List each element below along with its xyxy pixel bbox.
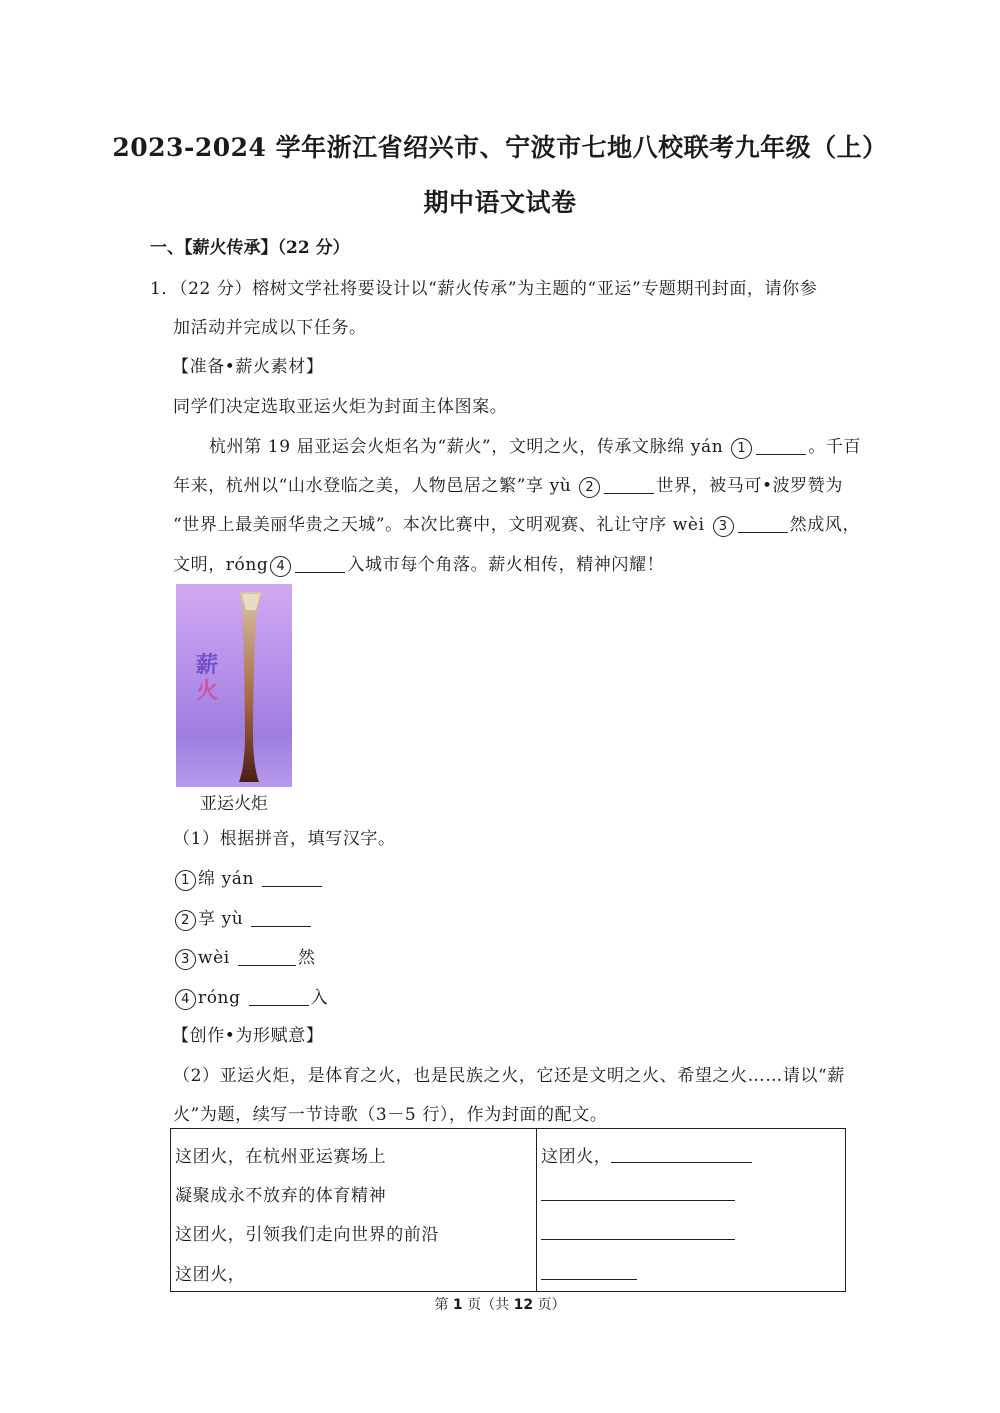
torch-logo-char-1: 薪 (196, 653, 219, 678)
poem-line-2: 凝聚成永不放弃的体育精神 (175, 1186, 387, 1206)
create-heading: 【创作•为形赋意】 (172, 1026, 324, 1046)
question1-intro-cont: 加活动并完成以下任务。 (173, 318, 367, 338)
item-number-1: 1 (175, 870, 196, 891)
para-line-2: 年来，杭州以“山水登临之美，人物邑居之繁”享 yù 2 世界，被马可•波罗赞为 (173, 476, 843, 496)
sub2-prompt: （2）亚运火炬，是体育之火，也是民族之火，它还是文明之火、希望之火……请以“薪 (173, 1066, 845, 1086)
sub1-item-2[interactable]: 2 享 yù (173, 904, 313, 931)
question1-intro: 1．（22 分）榕树文学社将要设计以“薪火传承”为主题的“亚运”专题期刊封面，请你参 (150, 279, 818, 299)
poem-answer-line-2[interactable] (541, 1183, 735, 1201)
poem-example-cell (171, 1129, 537, 1292)
poem-table (170, 1128, 846, 1292)
answer-blank-1[interactable] (262, 868, 322, 887)
prep-text: 同学们决定选取亚运火炬为封面主体图案。 (173, 397, 508, 417)
prep-heading: 【准备•薪火素材】 (172, 357, 324, 377)
poem-answer-start: 这团火， (541, 1147, 612, 1167)
page-total: 12 (513, 1297, 534, 1313)
poem-answer-line-4[interactable] (541, 1262, 637, 1280)
blank-2 (604, 475, 654, 494)
item-number-4: 4 (175, 989, 196, 1010)
poem-line-3: 这团火，引领我们走向世界的前沿 (175, 1225, 439, 1245)
para-line-1: 杭州第 19 届亚运会火炬名为“薪火”，文明之火，传承文脉绵 yán 1 。千百 (209, 437, 862, 457)
sub1-prompt: （1）根据拼音，填写汉字。 (173, 829, 396, 849)
para-line-3: “世界上最美丽华贵之天城”。本次比赛中，文明观赛、礼让守序 wèi 3 然成风， (173, 515, 861, 535)
exam-title-line2: 期中语文试卷 (423, 188, 577, 217)
poem-answer-line-3[interactable] (541, 1222, 735, 1240)
item-number-2: 2 (175, 910, 196, 931)
sub1-item-1[interactable]: 1 绵 yán (173, 864, 324, 891)
blank-number-3: 3 (713, 516, 734, 537)
torch-logo-char-2: 火 (196, 679, 219, 704)
poem-line-1: 这团火，在杭州亚运赛场上 (175, 1147, 387, 1167)
answer-blank-2[interactable] (251, 908, 311, 927)
blank-number-4: 4 (270, 556, 291, 577)
blank-4 (295, 554, 345, 573)
image-caption: 亚运火炬 (200, 794, 268, 814)
answer-blank-4[interactable] (249, 987, 309, 1006)
poem-answer-cell[interactable] (537, 1129, 846, 1292)
torch-icon (176, 584, 292, 787)
torch-image (176, 584, 292, 787)
sub2-prompt-cont: 火”为题，续写一节诗歌（3－5 行），作为封面的配文。 (173, 1105, 608, 1125)
blank-1 (756, 436, 806, 455)
exam-title-line1: 2023-2024 学年浙江省绍兴市、宁波市七地八校联考九年级（上） (112, 133, 888, 162)
blank-number-1: 1 (731, 438, 752, 459)
page-footer: 第 1 页（共 12 页） (434, 1297, 566, 1313)
item-number-3: 3 (175, 949, 196, 970)
sub1-item-4[interactable]: 4 róng 入 (173, 983, 328, 1010)
para-line-4: 文明，róng 4 入城市每个角落。薪火相传，精神闪耀！ (173, 555, 665, 575)
page-number: 1 (452, 1297, 463, 1313)
poem-line-4: 这团火， (175, 1265, 246, 1285)
section-heading: 一、【薪火传承】（22 分） (150, 238, 350, 258)
blank-3 (738, 514, 788, 533)
sub1-item-3[interactable]: 3 wèi 然 (173, 943, 315, 970)
poem-answer-line-1[interactable] (611, 1145, 752, 1163)
blank-number-2: 2 (579, 477, 600, 498)
answer-blank-3[interactable] (238, 947, 296, 966)
